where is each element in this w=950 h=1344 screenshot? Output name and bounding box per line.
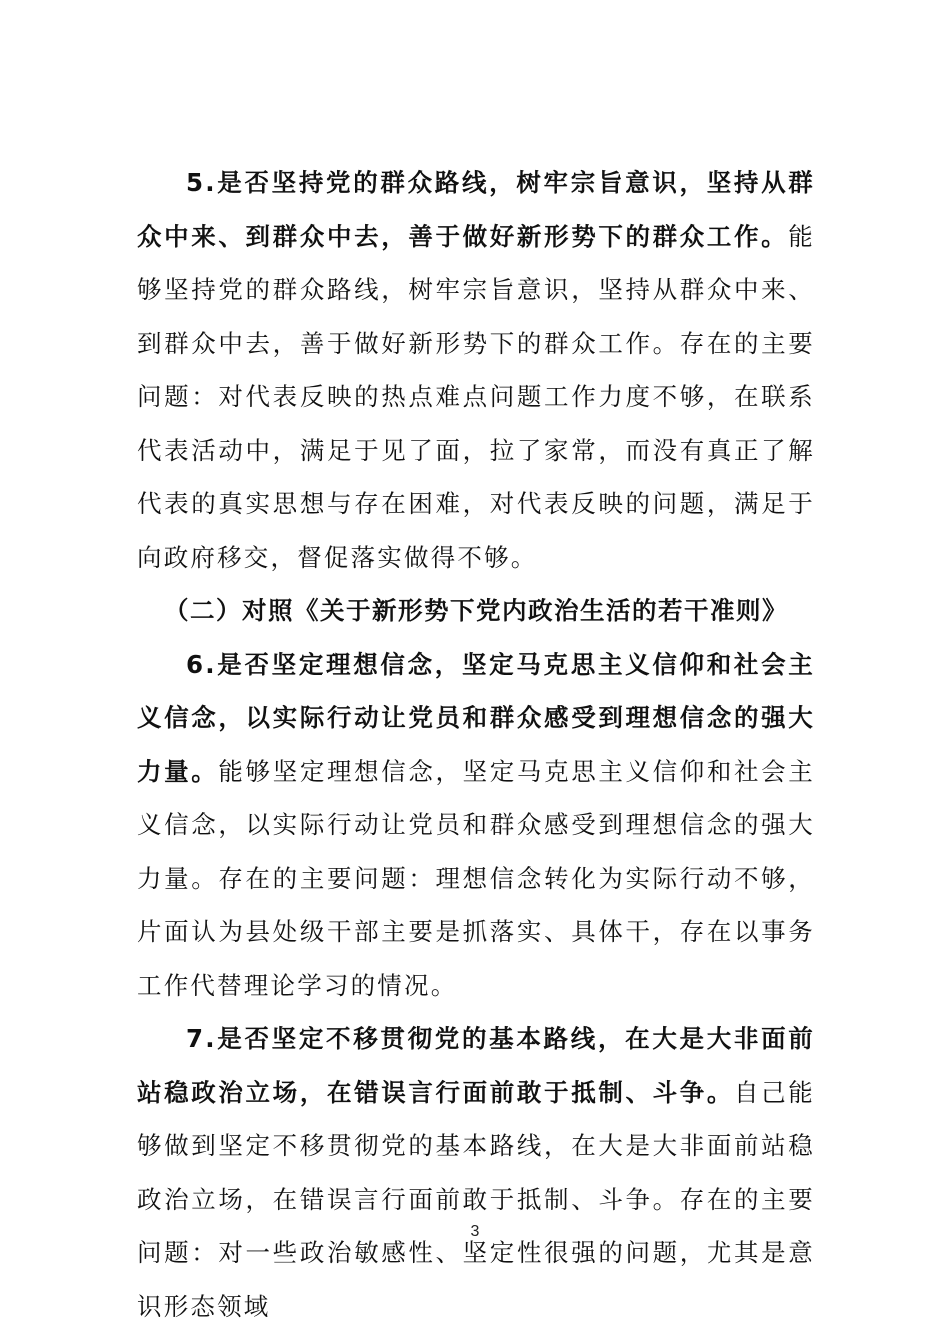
page-content bbox=[137, 156, 815, 1333]
paragraph-item-6 bbox=[137, 638, 815, 1013]
item-5-answer: 能够坚持党的群众路线，树牢宗旨意识，坚持从群众中来、到群众中去，善于做好新形势下的群众工作。存在的主要问题：对代表反映的热点难点问题工作力度不够，在联系代表活动中，满足于见了面，拉了家常，而没有真正了解代表的真实思想与存在困难，对代表反映的问题，满足于向政府移交，督促落实做得不够。 bbox=[137, 221, 815, 572]
item-6-answer: 能够坚定理想信念，坚定马克思主义信仰和社会主义信念，以实际行动让党员和群众感受到理想信念的强大力量。存在的主要问题：理想信念转化为实际行动不够，片面认为县处级干部主要是抓落实、具体干，存在以事务工作代替理论学习的情况。 bbox=[137, 756, 815, 1000]
item-7-question: 7.是否坚定不移贯彻党的基本路线，在大是大非面前站稳政治立场，在错误言行面前敢于抵制、斗争。 bbox=[137, 1024, 815, 1107]
paragraph-item-7 bbox=[137, 1012, 815, 1333]
item-5-question: 5.是否坚持党的群众路线，树牢宗旨意识，坚持从群众中来、到群众中去，善于做好新形势下的群众工作。 bbox=[137, 168, 815, 251]
item-7-answer: 自己能够做到坚定不移贯彻党的基本路线，在大是大非面前站稳政治立场，在错误言行面前敢于抵制、斗争。存在的主要问题：对一些政治敏感性、坚定性很强的问题，尤其是意识形态领域 bbox=[137, 1077, 815, 1321]
page-number: 3 bbox=[470, 1223, 480, 1240]
paragraph-item-5 bbox=[137, 156, 815, 584]
item-6-question: 6.是否坚定理想信念，坚定马克思主义信仰和社会主义信念，以实际行动让党员和群众感受到理想信念的强大力量。 bbox=[137, 649, 815, 786]
section-heading: （二）对照《关于新形势下党内政治生活的若干准则》 bbox=[164, 596, 788, 625]
